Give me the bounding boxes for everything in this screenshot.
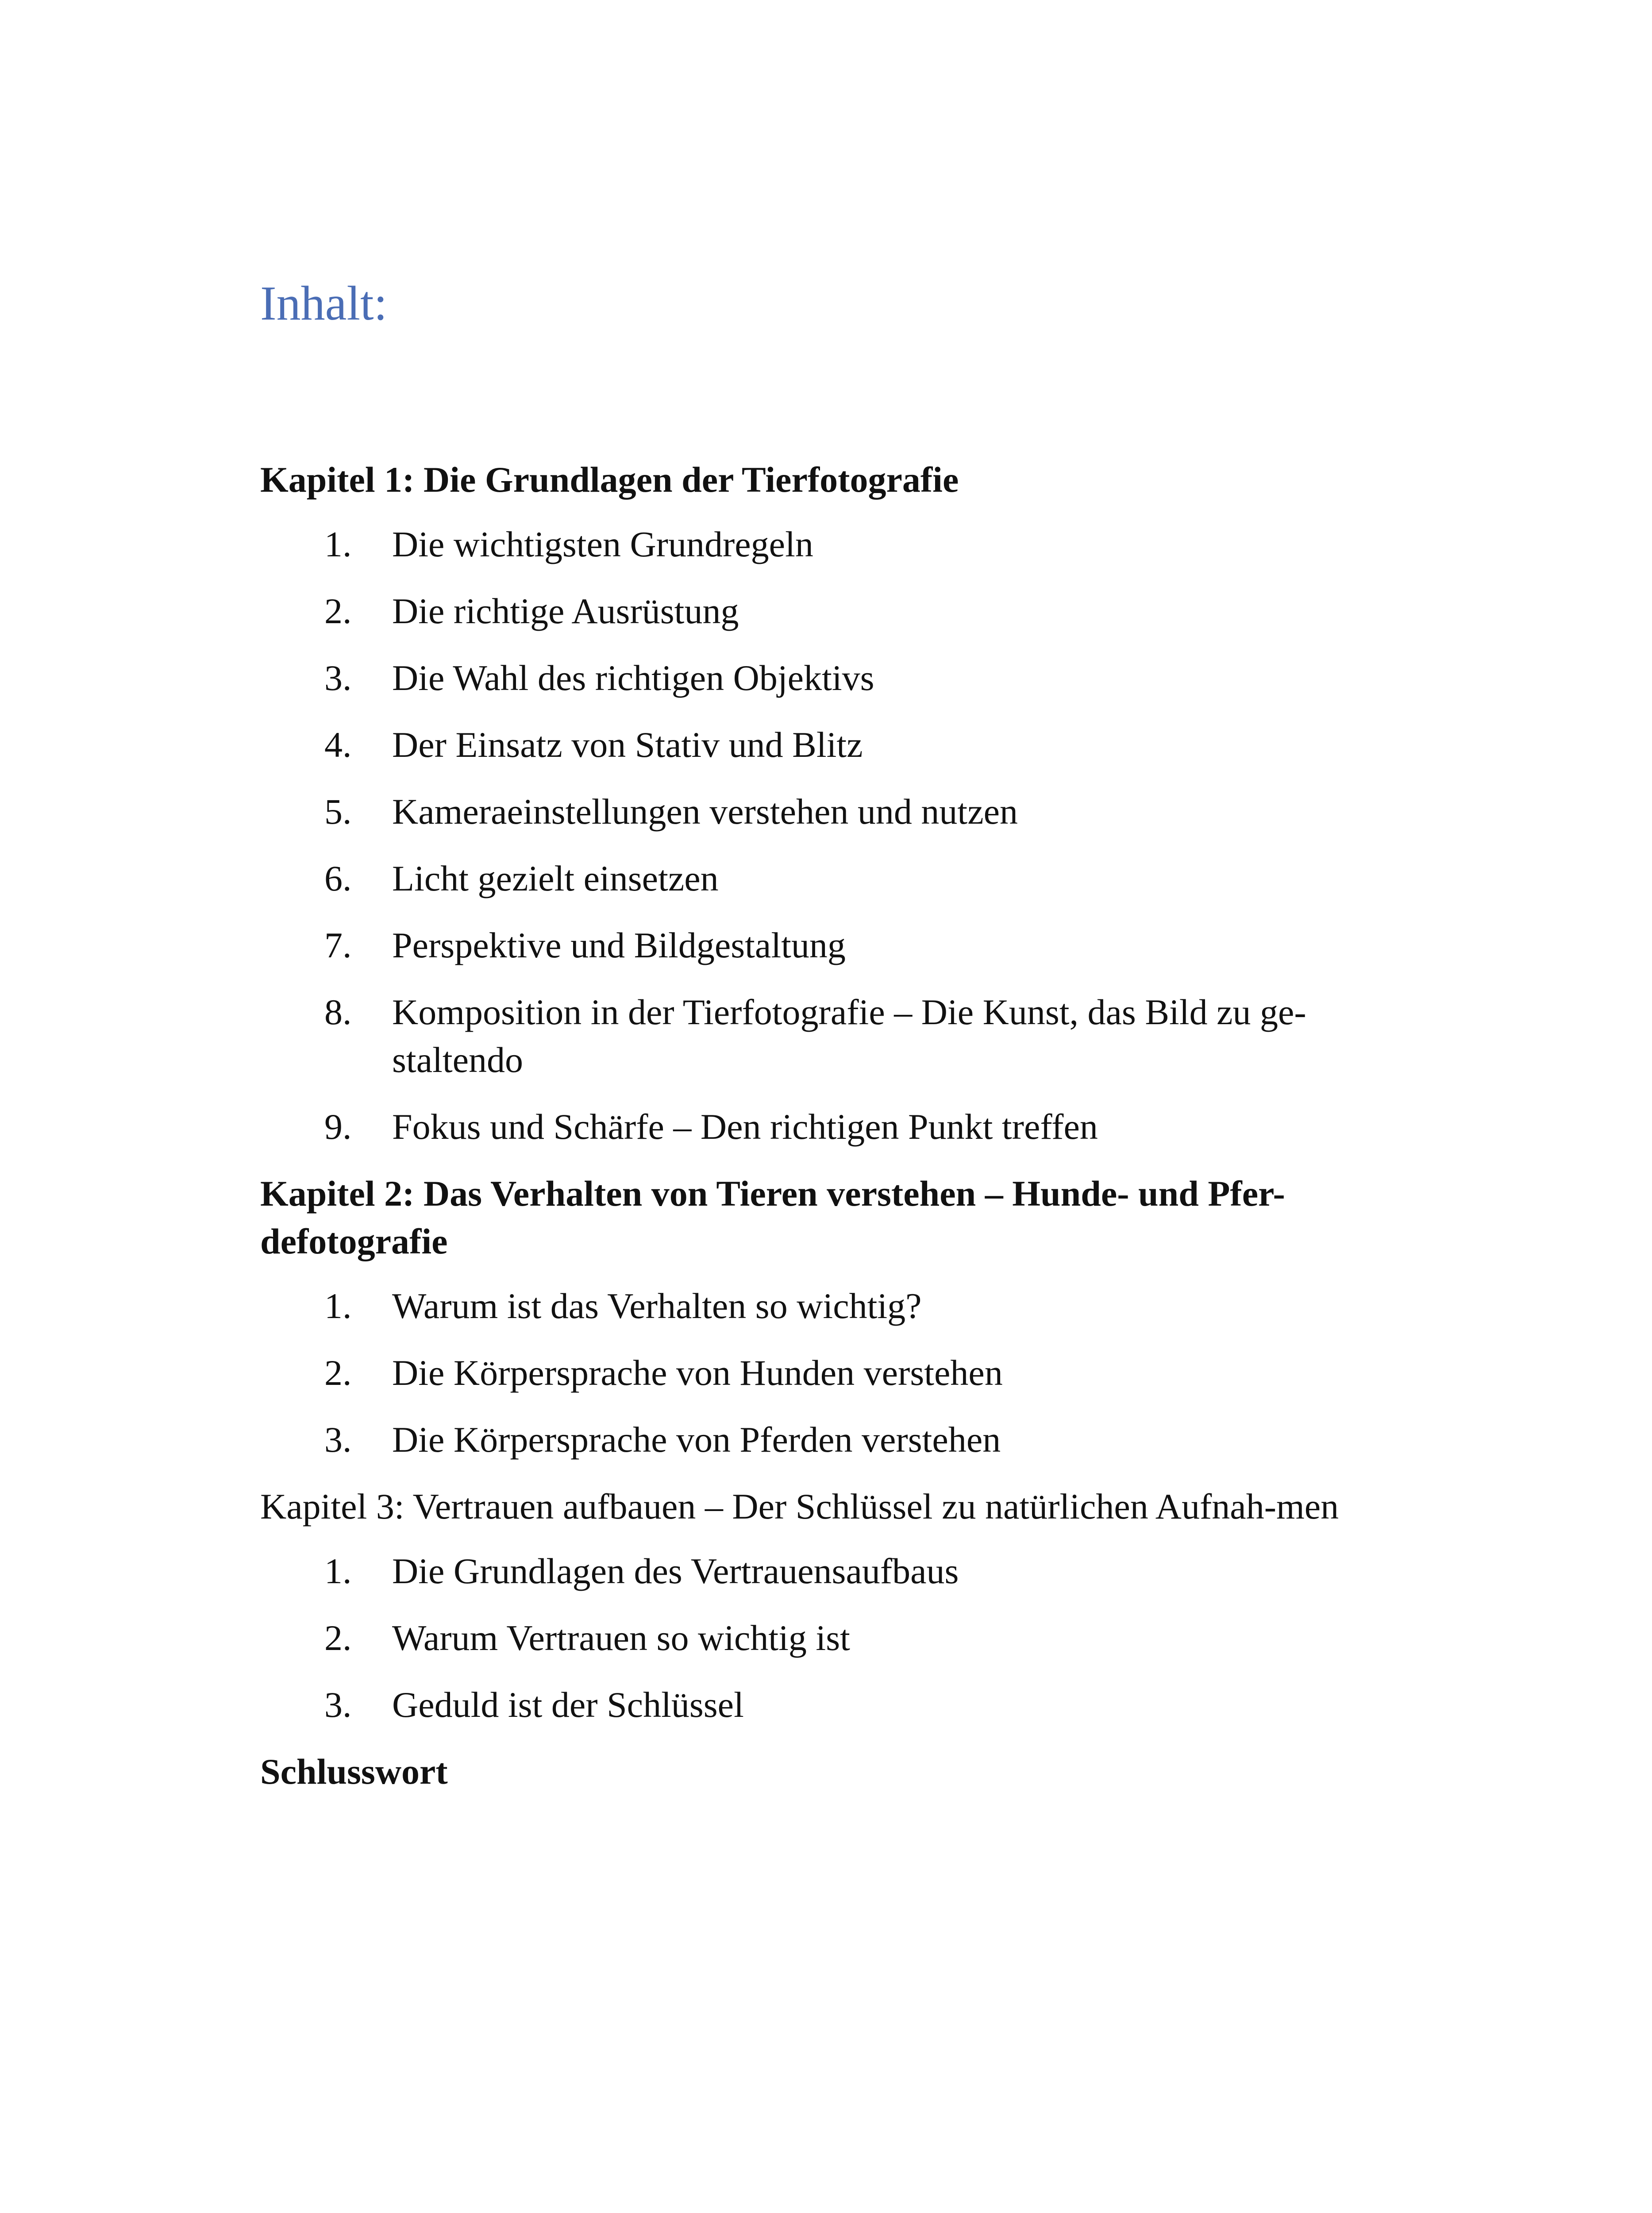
list-item: 1. Die wichtigsten Grundregeln [324,524,813,564]
toc-title: Inhalt: [260,276,388,330]
list-item: 7. Perspektive und Bildgestaltung [324,925,846,965]
list-item: 4. Der Einsatz von Stativ und Blitz [324,725,863,765]
chapter-1-list [260,520,1429,1151]
list-item: 8. Komposition in der Tierfotografie – Die Kunst, das Bild zu ge-staltendo [324,992,1306,1080]
list-item: 2. Warum Vertrauen so wichtig ist [324,1618,850,1658]
list-item: 2. Die Körpersprache von Hunden verstehen [324,1353,1003,1393]
chapter-3-list [260,1547,1429,1729]
list-item: 3. Die Körpersprache von Pferden verstehen [324,1419,1001,1460]
list-item: 1. Warum ist das Verhalten so wichtig? [324,1286,922,1326]
chapter-3-heading: Kapitel 3: Vertrauen aufbauen – Der Schlüssel zu natürlichen Aufnah-men [260,1486,1339,1527]
closing-heading: Schlusswort [260,1751,448,1792]
table-of-contents [260,456,1429,1812]
chapter-2-heading: Kapitel 2: Das Verhalten von Tieren verstehen – Hunde- und Pfer-defotografie [260,1173,1285,1261]
list-item: 9. Fokus und Schärfe – Den richtigen Punkt treffen [324,1106,1098,1147]
list-item: 1. Die Grundlagen des Vertrauensaufbaus [324,1551,959,1591]
list-item: 6. Licht gezielt einsetzen [324,858,719,898]
chapter-1-heading: Kapitel 1: Die Grundlagen der Tierfotografie [260,459,959,500]
list-item: 5. Kameraeinstellungen verstehen und nutzen [324,791,1018,832]
list-item: 3. Geduld ist der Schlüssel [324,1685,744,1725]
chapter-2-list [260,1282,1429,1464]
list-item: 2. Die richtige Ausrüstung [324,591,739,631]
list-item: 3. Die Wahl des richtigen Objektivs [324,658,874,698]
